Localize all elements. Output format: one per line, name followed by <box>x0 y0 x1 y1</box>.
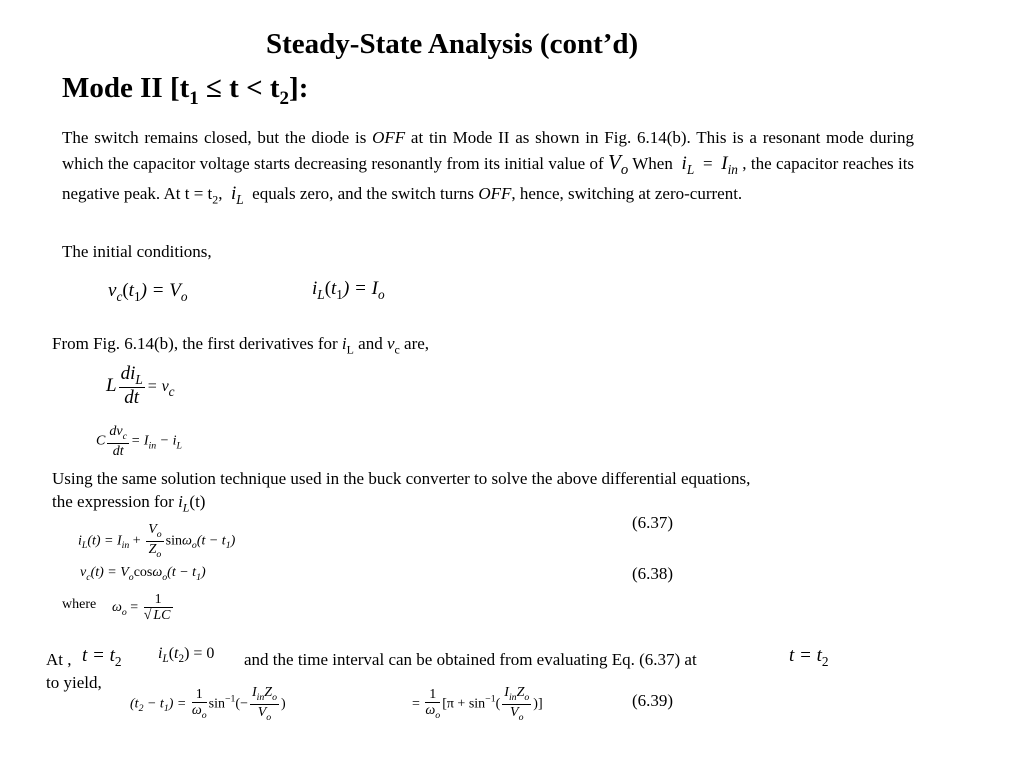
t-equals-t2: $t = t_2$ <box>82 645 122 669</box>
time-interval-text: and the time interval can be obtained from evaluating Eq. (6.37) at <box>244 650 697 669</box>
inductor-differential-equation: L $\frac{di_L}{dt}$ = $v_c$ <box>106 363 175 409</box>
where-label: where <box>62 597 97 612</box>
equation-6-37: $i_L(t) = I_{in}$ + $\frac{V_o}{Z_o}$ $\sin\omega_o(t - t_1)$ <box>78 522 236 560</box>
omega-definition: $\omega_o$ = $\frac{1}{√ LC}$ <box>112 592 171 624</box>
solution-technique-text: Using the same solution technique used in the buck converter to solve the above differential equations, <box>52 469 751 488</box>
at-label: At , <box>46 650 72 669</box>
initial-condition-vc: $v_c(t_1) = V_o$ <box>108 280 188 304</box>
equation-6-38: $v_c(t) = V_o\cos\omega_o(t - t_1)$ <box>80 565 206 583</box>
expression-text: the expression for $i_L(t)$ <box>52 492 206 515</box>
il-t2-zero: $i_L(t_2) = 0$ <box>158 645 215 666</box>
slide-title: Steady-State Analysis (cont’d) <box>266 28 639 60</box>
initial-conditions-label: The initial conditions, <box>62 242 212 261</box>
equation-number-6-39: (6.39) <box>632 691 674 710</box>
capacitor-differential-equation: C $\frac{dv_c}{dt}$ = $I_{in} - i_L$ <box>96 424 182 459</box>
to-yield-text: to yield, <box>46 673 102 692</box>
derivatives-text: From Fig. 6.14(b), the first derivatives for $i_L$ and $v_c$ are, <box>52 334 430 357</box>
mode-description-paragraph: The switch remains closed, but the diode is OFF at tin Mode II as shown in Fig. 6.14(b). This is a resonant mode during which the capacitor voltage starts decreasing resonantly from its initial value of $V_o$ When $i_L = I_{in}$ , the capacitor reaches its negative peak. At $t = t_2$, $i_L$ equals zero, and the switch turns OFF, hence, switching at zero-current. <box>62 128 915 207</box>
initial-condition-il: $i_L(t_1) = I_o$ <box>312 278 385 302</box>
equation-number-6-38: (6.38) <box>632 564 674 583</box>
equation-number-6-37: (6.37) <box>632 513 674 532</box>
equation-6-39-right: = $\frac{1}{\omega_o}$ [$\pi + \sin^{-1}$( $\frac{I_{in}Z_o}{V_o}$ )] <box>412 685 543 723</box>
t-equals-t2-second: $t = t_2$ <box>789 645 829 669</box>
equation-6-39-left: $(t_2 - t_1)$ = $\frac{1}{\omega_o}$ $\sin^{-1}(-$ $\frac{I_{in}Z_o}{V_o}$ ) <box>130 685 286 723</box>
mode-heading: Mode II $[t_1 \le t < t_2]$: <box>62 72 309 109</box>
